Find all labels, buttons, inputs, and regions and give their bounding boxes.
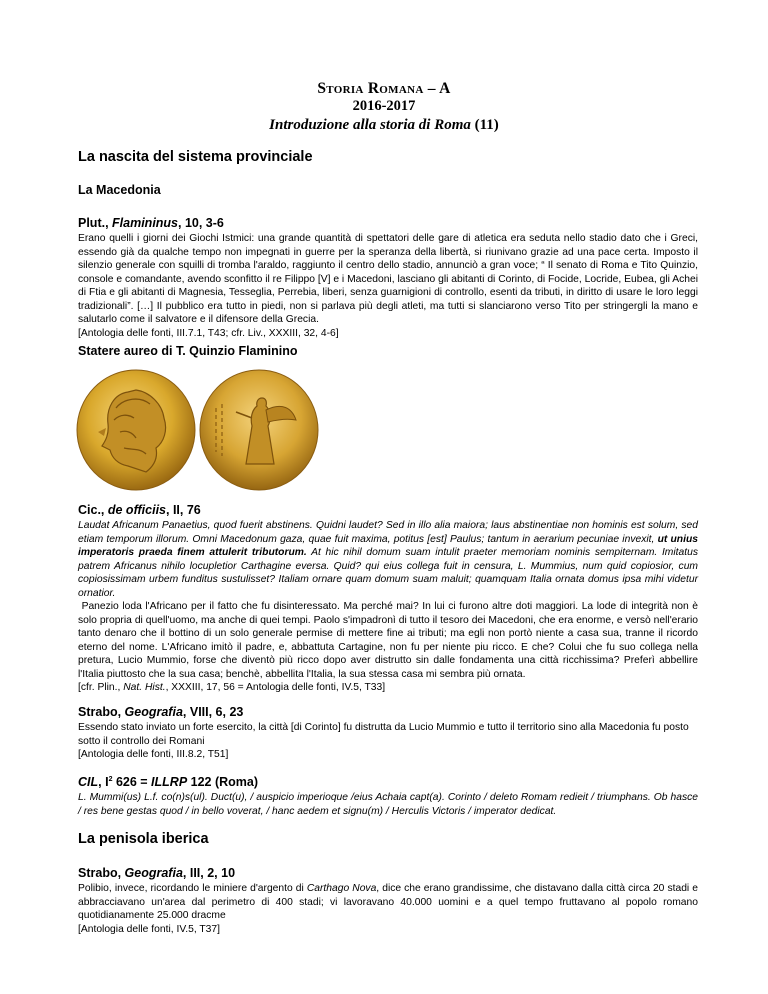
citation-work: Nat. Hist. [123,682,166,693]
citation-part: , XXXIII, 17, 56 = Antologia delle fonti, IV.5, T33] [165,682,386,693]
citation-part: [cfr. Plin., [78,682,124,693]
cil-inscription-text: L. Mummi(us) L.f. co(n)s(ul). Duct(u), / auspicio imperioque /eius Achaia capt(a). Corinto / deleto Romam redieit / triumphans. Ob hasce / res bene gestas quod / in bello voverat, / hanc aedem et signu(m) / Herculis Victoris / imperator dedicat. [78,792,698,817]
cil-rest: 122 (Roma) [187,775,259,789]
subheading-macedonia: La Macedonia [78,183,161,197]
source-author: Strabo, [78,866,125,880]
plutarch-citation: [Antologia delle fonti, III.7.1, T43; cfr. Liv., XXXIII, 32, 4-6] [78,327,339,339]
cil-sup: 2 [108,775,113,783]
source-ref: , III, 2, 10 [182,866,236,880]
source-work: Geografia [124,705,183,719]
strabo-iii-citation: [Antologia delle fonti, IV.5, T37] [78,923,220,935]
lesson-title [0,117,768,134]
plutarch-text [78,232,698,340]
cicero-translation [78,600,698,695]
source-author: Cic., [78,503,108,517]
source-work: de officiis [107,503,166,517]
source-ref: , II, 76 [166,503,201,517]
cil-sep: , I [98,775,109,789]
source-ref: , VIII, 6, 23 [182,705,244,719]
coin-reverse [200,370,318,490]
cicero-citation [78,682,385,693]
gold-stater-coins-image [76,368,321,492]
source-heading-strabo-viii [78,704,698,720]
strabo-iii-part: , dice che erano grandissime, che distavano dalla città circa 20 stadi e abbracciavano un'area dal perimetro di 400 stadi; vi lavoravano 40.000 uomini e a quel tempo fruttavano al popolo romano quotidianamente 25.000 dracme [78,883,698,921]
strabo-iii-text [78,882,698,936]
source-author: Plut., [78,216,113,230]
cicero-latin-bold: ut unius imperatoris praeda finem attulerit tributorum. [78,533,698,558]
section-heading-iberica: La penisola iberica [78,831,209,847]
academic-year: 2016-2017 [352,98,416,114]
source-heading-strabo-iii [78,865,698,881]
source-ref: , 10, 3-6 [178,216,224,230]
strabo-viii-citation: [Antologia delle fonti, III.8.2, T51] [78,749,229,760]
coin-heading: Statere aureo di T. Quinzio Flaminino [78,344,298,358]
strabo-viii-text [78,721,698,762]
lesson-title-text: Introduzione alla storia di Roma [269,117,471,133]
illrp-label: ILLRP [151,775,188,789]
plutarch-paragraph: Erano quelli i giorni dei Giochi Istmici: una grande quantità di spettatori delle gare di atletica era seduta nello stadio dato che i Greci, essendo già da qualche tempo non impegnati in guerre per la speranza della libertà, si riunivano grazie ad una pace certa. Imposto il silenzio generale con squilli di tromba l'araldo, raggiunto il centro dello stadio, annunciò a gran voce; “ Il senato di Roma e Tito Quinzio, console e comandante, avendo sconfitto il re Filippo [V] e i Macedoni, lasciano gli abitanti di Corinto, di Focide, Locride, Eubea, gli Achei di Ftia e gli abitanti di Magnesia, Tesseglia, Perrebia, liberi, senza guarnigioni di controllo, esenti da tributi, in diritto di usare le loro leggi tradizionali”. […] Il pubblico era tutto in piedi, non si parlava più degli atleti, ma tutti si slanciarono verso Tito per stringergli la mano e salutarlo come il salvatore e il difensore della Grecia. [78,233,698,325]
section-heading-provinciale: La nascita del sistema provinciale [78,149,313,165]
cil-label: CIL [78,775,99,789]
source-heading-cil [78,774,698,790]
lesson-number: (11) [470,117,499,133]
source-heading-cicero [78,502,698,518]
cicero-translation-text: Panezio loda l'Africano per il fatto che fu disinteressato. Ma perché mai? In lui ci furono altre doti maggiori. La lode di integrità non è solo propria di quell'uomo, ma anche di quei tempi. Paolo s'impadronì di tutto il tesoro dei Macedoni, che era enorme, e versò nell'erario tanto denaro che il bottino di un solo generale permise di mettere fine ai tributi; ma egli non portò niente a casa sua, tranne il ricordo eterno del nome. L'Africano imitò il padre, e, abbattuta Cartagine, non fu per niente piu ricco. E che? Colui che fu suo collega nella pretura, Lucio Mummio, forse che diventò più ricco dopo aver distrutto sin dalle fondamenta una città ricchissima? Preferì abbellire l'Italia piuttosto che la sua casa; benchè, abbellita l'Italia, la sua stessa casa mi sembra più ornata. [78,601,698,680]
cicero-latin-b: At hic nihil domum suam intulit praeter memoriam nominis sempiternam. Imitatus patrem Africanus nihilo locupletior Carthagine eversa. Quid? qui eius collega fuit in censura, L. Mummius, num quid copiosior, cum copiosissimam urbem funditus sustulisset? Italiam ornare quam domum suam maluit; quamquam Italia ornata domus ipsa mihi videtur ornatior. [78,547,698,599]
cil-num: 626 = [112,775,152,789]
source-heading-plutarch [78,215,698,231]
strabo-iii-part: Polibio, invece, ricordando le miniere d'argento di [78,883,307,894]
cicero-latin-a: Laudat Africanum Panaetius, quod fuerit abstinens. Quidni laudet? Sed in illo alia maiora; laus abstinentiae non hominis est solum, sed etiam temporum illorum. Omni Macedonum gaza, quae fuit maxima, potitus [est] Paulus; tantum in aerarium pecuniae invexit, [78,520,698,545]
source-author: Strabo, [78,705,125,719]
strabo-viii-paragraph: Essendo stato inviato un forte esercito, la città [di Corinto] fu distrutta da Lucio Mummio e tutto il territorio sino alla Macedonia fu posto sotto il controllo dei Romani [78,722,689,747]
source-work: Geografia [124,866,183,880]
source-work: Flamininus [112,216,179,230]
course-title: Storia Romana – A [317,80,451,97]
strabo-iii-place: Carthago Nova [306,883,377,894]
cicero-latin-text [78,519,698,600]
coin-obverse [77,370,195,490]
